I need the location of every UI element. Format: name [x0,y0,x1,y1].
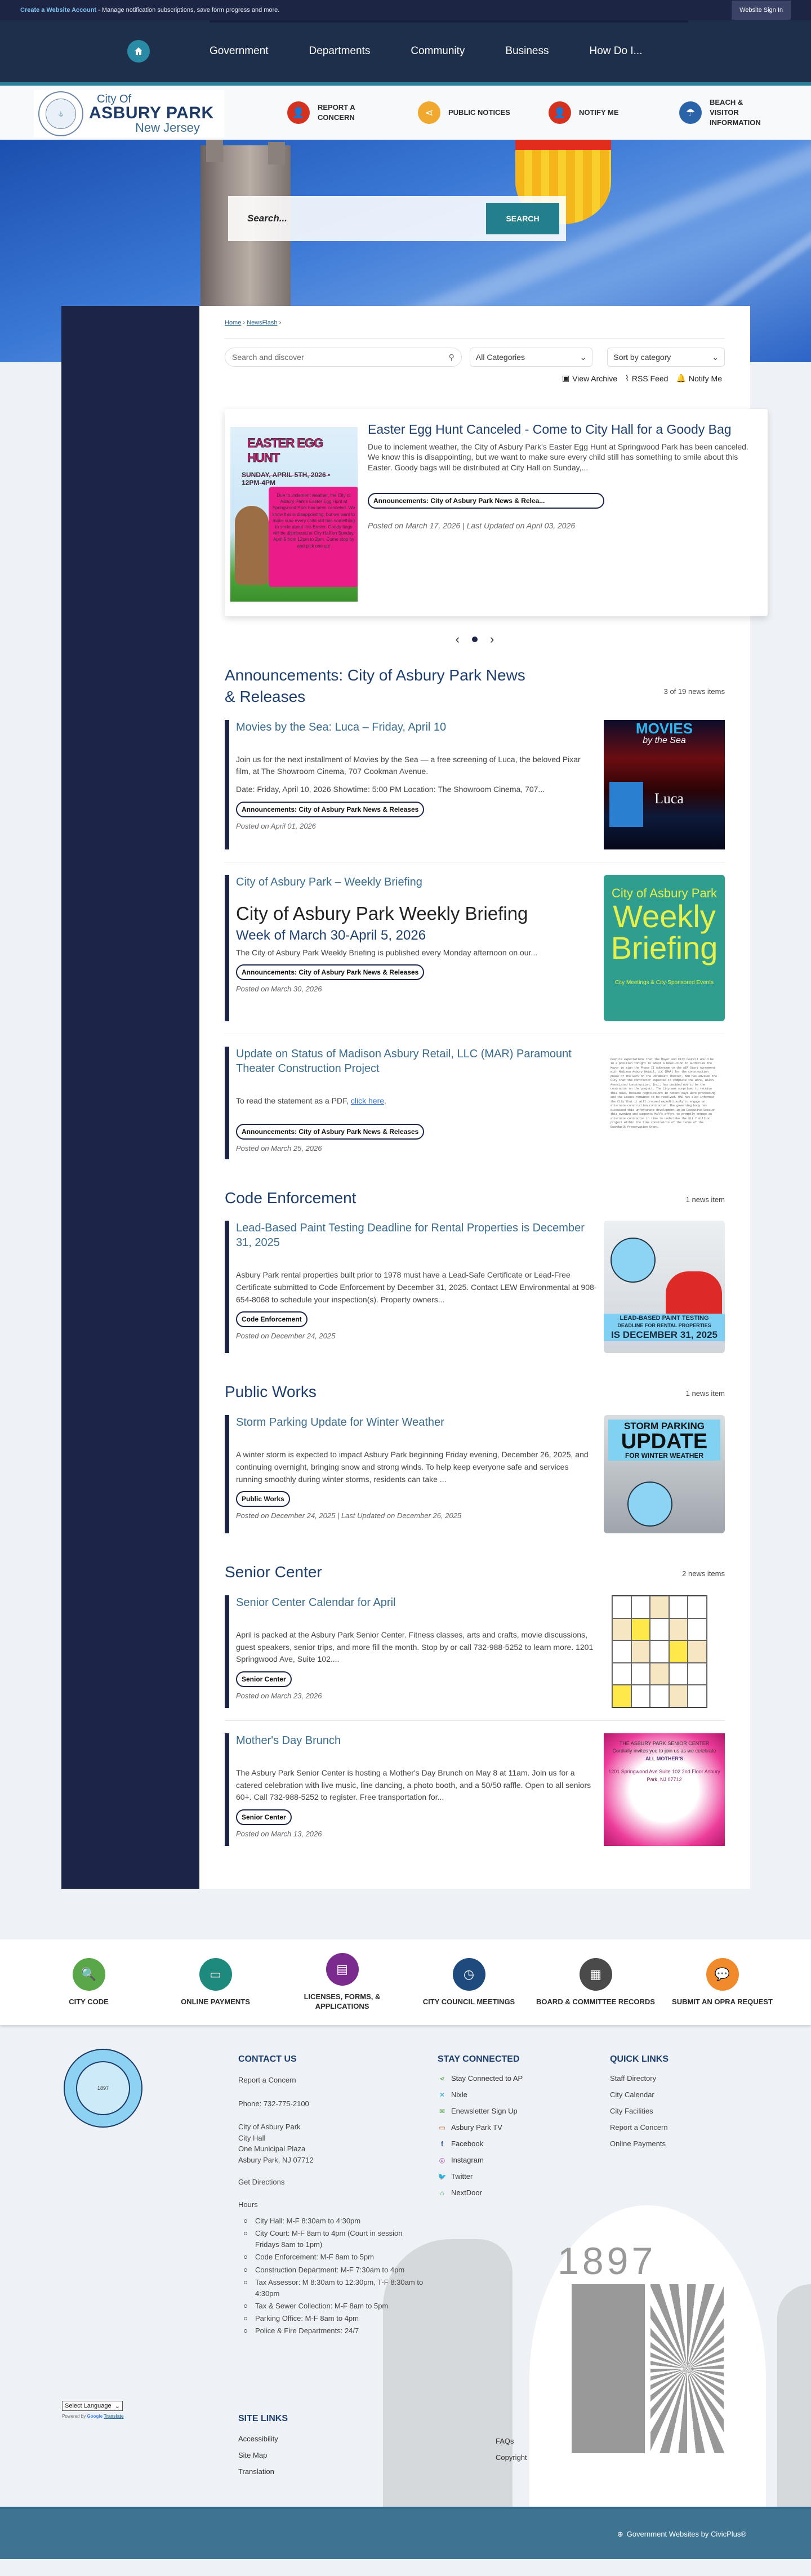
news-actions [225,373,725,383]
site-search-button[interactable]: SEARCH [486,203,559,234]
quick-link[interactable]: Staff Directory [610,2074,657,2083]
content-area [0,306,811,1945]
hours-item: Code Enforcement: M-F 8am to 5pm [238,2252,424,2263]
address [238,2121,424,2165]
logo-line-2: ASBURY PARK [89,104,214,122]
news-item-date: Posted on December 24, 2025 | Last Updated on December 26, 2025 [236,1511,462,1520]
city-seal-icon [38,91,83,136]
notify-me-label: Notify Me [688,373,722,383]
icon-link-label: ONLINE PAYMENTS [181,1997,250,2006]
breadcrumb-separator: › [243,319,246,326]
get-directions-link[interactable]: Get Directions [238,2178,285,2186]
person-icon: 👤 [287,101,310,124]
news-item-category-tag[interactable]: Announcements: City of Asbury Park News & Releases [236,964,424,980]
news-item-title[interactable]: Mother's Day Brunch [236,1734,341,1747]
seal-year: 1897 [558,2240,657,2283]
sunburst-graphic [650,2284,724,2453]
stay-connected-link[interactable] [438,2070,584,2086]
news-item-thumbnail[interactable] [604,1415,725,1533]
link-label: NextDoor [451,2188,482,2197]
bell-icon: 🔔 [676,373,686,382]
news-item-category-tag[interactable]: Senior Center [236,1809,292,1825]
address-line: City of Asbury Park [238,2123,301,2131]
icon-link-city-code[interactable] [25,1958,152,2007]
city-seal-icon: 1897 [76,2061,130,2115]
icon-link-city-council-meetings[interactable] [406,1958,532,2007]
thumb-text: City Meetings & City-Sponsored Events [614,979,714,986]
news-item-thumbnail[interactable] [604,1595,725,1708]
header-link-label: PUBLIC NOTICES [448,108,510,117]
site-links-column-2 [496,2433,563,2466]
section-title[interactable]: Public Works [225,1383,317,1401]
create-account-link[interactable]: Create a Website Account [20,7,97,14]
news-item [225,1733,725,1846]
news-item [225,875,725,1021]
records-icon: ▦ [580,1958,612,1991]
document-search-icon: 🔍 [73,1958,105,1991]
hours-item: Police & Fire Departments: 24/7 [238,2325,424,2337]
credit-card-icon: ▭ [199,1958,232,1991]
nextdoor-link[interactable] [438,2185,584,2201]
site-link[interactable]: Site Map [238,2451,268,2459]
carousel-controls [225,632,725,647]
news-item-description: The Asbury Park Senior Center is hosting a Mother's Day Brunch on May 8 at 11am. Join us for a catered celebration with live music, line dancing, a photo booth, and a 50/50 raffle. Open to all seniors 60+. Call 732-988-5252 to register. Free transportation for... [236,1768,591,1802]
icon-link-label: BOARD & COMMITTEE RECORDS [536,1997,655,2006]
news-item [225,1221,725,1353]
news-filters [225,348,725,367]
link-label: Instagram [451,2156,484,2164]
home-icon [133,46,144,56]
chevron-left-icon[interactable]: ‹ [455,632,460,646]
icon-link-board-committee-records[interactable] [532,1958,659,2007]
twitter-link[interactable] [438,2168,584,2185]
category-select-value: All Categories [475,353,525,362]
news-item-category-tag[interactable]: Code Enforcement [236,1311,308,1327]
news-item-thumbnail[interactable] [604,720,725,849]
umbrella-icon: ☂ [679,101,702,124]
divider [225,1720,725,1721]
header-link-beach-visitor[interactable] [679,97,810,128]
news-item-title[interactable]: Movies by the Sea: Luca – Friday, April 10 [236,720,447,733]
quick-links-heading: QUICK LINKS [610,2054,669,2064]
breadcrumb [225,306,725,339]
nav-item-how-do-i[interactable]: How Do I... [589,45,643,57]
site-links-heading: SITE LINKS [238,2414,288,2423]
google-logo: Google [87,2414,103,2419]
quick-link[interactable]: City Calendar [610,2090,654,2099]
news-item-category-tag[interactable]: Announcements: City of Asbury Park News & Releases [236,1124,424,1140]
header-link-public-notices[interactable] [418,101,549,124]
quick-link[interactable]: City Facilities [610,2107,653,2115]
section-header [225,1381,725,1403]
featured-news-image[interactable] [230,427,358,602]
address-line: Asbury Park, NJ 07712 [238,2155,314,2164]
featured-image-notice: Due to inclement weather, the City of Asbury Park's Easter Egg Hunt at Springwood Park has been canceled. We know this is disappointing, but we want to make sure every child still has something to smile about this Easter. Goody bags will be distributed at City Hall on Sunday, April 5 from 12pm to 2pm. Come stop by and pick one up! [269,487,358,587]
site-links-column [238,2414,464,2480]
news-item-date: Posted on December 24, 2025 [236,1332,336,1341]
news-item-category-tag[interactable]: Public Works [236,1491,290,1507]
featured-image-struck-date: SUNDAY, APRIL 5TH, 2026 • 12PM-4PM [242,471,331,487]
thumb-text: by the Sea [643,735,686,745]
news-item-description: Join us for the next installment of Movies by the Sea — a free screening of Luca, the beloved Pixar film, at The Showroom Cinema, 707 Cookman Avenue. [236,754,581,776]
icon-link-label: CITY COUNCIL MEETINGS [422,1997,515,2006]
facebook-icon: f [441,2139,443,2148]
form-icon: ▤ [326,1953,359,1986]
calendar-image [612,1595,707,1708]
header-logo-bar [0,86,811,140]
main-content [199,306,750,1889]
featured-news-description: Due to inclement weather, the City of Asbury Park's Easter Egg Hunt at Springwood Park has been canceled. We know this is disappointing, but we want to make sure every child still has something to smile about this Easter. Goody bags will be distributed at City Hall on Sunday,... [368,442,748,472]
section-title[interactable]: Announcements: City of Asbury Park News & Releases [225,666,525,705]
quick-link[interactable]: Report a Concern [610,2123,668,2132]
link-label: Enewsletter Sign Up [451,2107,518,2115]
chevron-down-icon: ⌄ [712,352,719,362]
quick-icon-bar [0,1939,811,2025]
featured-news-card [225,409,768,616]
news-item-thumbnail[interactable] [604,875,725,1021]
section-count: 1 news item [685,1389,725,1398]
civicplus-footer-bar [0,2507,811,2559]
featured-news-title[interactable]: Easter Egg Hunt Canceled - Come to City Hall for a Goody Bag [368,422,732,437]
thumb-text: ALL MOTHER'S [645,1755,683,1761]
city-seal-icon [627,1481,672,1527]
section-title[interactable]: Senior Center [225,1563,322,1581]
thumb-text: THE ASBURY PARK SENIOR CENTER [619,1740,710,1746]
news-item-title[interactable]: Update on Status of Madison Asbury Retail, LLC (MAR) Paramount Theater Construction Project [236,1047,572,1075]
thumb-text: MOVIES [635,719,693,737]
breadcrumb-separator: › [279,319,282,326]
thumb-text: City of Asbury Park [611,886,718,900]
thumb-text: UPDATE [621,1430,708,1454]
account-banner-text: - Manage notification subscriptions, save form progress and more. [96,7,280,14]
search-icon[interactable]: ⚲ [448,352,454,362]
archive-icon: ▣ [562,373,570,382]
header-link-report-concern[interactable] [287,101,418,124]
chat-icon: 💬 [706,1958,739,1991]
quick-links-column [610,2054,745,2152]
nixle-icon: ✕ [439,2090,445,2099]
footer-city-seal [64,2049,142,2128]
sailboat-graphic [572,2284,645,2453]
section-header [225,1561,725,1583]
site-link[interactable]: Accessibility [238,2435,278,2443]
main-nav [0,20,811,86]
instagram-icon: ◎ [439,2156,445,2164]
rss-icon: ⌇ [625,373,629,382]
sort-select-value: Sort by category [613,353,671,362]
section-count: 1 news item [685,1195,725,1204]
asbury-park-tv-link[interactable] [438,2119,584,2135]
stay-connected-heading: STAY CONNECTED [438,2054,520,2064]
news-search-placeholder: Search and discover [232,353,304,362]
news-item-date: Posted on March 25, 2026 [236,1144,322,1153]
link-label: Facebook [451,2139,484,2148]
contact-us-column [238,2054,424,2338]
thumb-text: Weekly Briefing [611,898,718,966]
top-bar [0,0,811,20]
icon-link-licenses-forms[interactable] [279,1953,406,2012]
news-item-title[interactable]: City of Asbury Park – Weekly Briefing [236,875,422,888]
stay-connected-column [438,2054,584,2201]
news-item-description [236,1095,597,1107]
footer [0,2025,811,2556]
hours-list [238,2215,424,2337]
site-search-box [228,196,566,241]
tv-icon: ▭ [439,2123,445,2132]
civicplus-link[interactable]: Government Websites by CivicPlus® [626,2530,746,2538]
hours-label: Hours [238,2200,258,2209]
nav-shadow-strip [210,20,688,23]
news-item-date: Posted on March 23, 2026 [236,1692,322,1701]
chevron-right-icon[interactable]: › [490,632,494,646]
website-sign-in-button[interactable]: Website Sign In [732,1,791,20]
nav-item-departments[interactable]: Departments [309,45,371,57]
icon-link-online-payments[interactable] [152,1958,279,2007]
seal-inner: ⚓ [46,99,76,129]
news-item-date: Posted on March 30, 2026 [236,985,322,994]
link-label: Asbury Park TV [451,2123,502,2132]
carousel-dot[interactable] [472,637,478,642]
hours-item: Tax Assessor: M 8:30am to 12:30pm, T-F 8:30am to 4:30pm [238,2277,424,2299]
thumb-text: FOR WINTER WEATHER [625,1452,704,1460]
nextdoor-icon: ⌂ [440,2188,444,2197]
breadcrumb-home[interactable]: Home [225,319,242,326]
news-item-title[interactable]: Storm Parking Update for Winter Weather [236,1416,444,1429]
news-item-thumbnail[interactable] [604,1221,725,1353]
person-icon: 👤 [549,101,571,124]
description-text: . [384,1096,386,1105]
news-item-description: Asbury Park rental properties built prior to 1978 must have a Lead-Safe Certificate or Lead-Free Certificate submitted to Code Enforcement by December 31, 2025. Contact LEW Environmental at 908-654-8068 to schedule your inspection(s). Property owners... [236,1270,597,1304]
site-logo[interactable] [34,90,224,137]
news-item [225,1415,725,1533]
thumb-text: IS DECEMBER 31, 2025 [611,1329,718,1340]
news-item-title[interactable]: Lead-Based Paint Testing Deadline for Rental Properties is December 31, 2025 [236,1222,585,1249]
hours-item: Parking Office: M-F 8am to 4pm [238,2313,424,2324]
news-item-description: A winter storm is expected to impact Asbury Park beginning Friday evening, December 26, 2025, and continuing overnight, bringing snow and strong winds. To help keep everyone safe and services running smoothly during winter storms, residents can take ... [236,1450,589,1484]
thumb-text: DEADLINE FOR RENTAL PROPERTIES [617,1323,711,1329]
view-archive-label: View Archive [572,373,617,383]
chevron-down-icon: ⌄ [580,352,587,362]
nav-item-government[interactable]: Government [210,45,269,57]
twitter-icon: 🐦 [438,2172,447,2181]
icon-link-label: CITY CODE [69,1997,109,2006]
nav-item-community[interactable]: Community [411,45,465,57]
icon-link-label: LICENSES, FORMS, & APPLICATIONS [304,1992,381,2010]
address-line: City Hall [238,2133,266,2142]
share-icon: ⋖ [418,101,440,124]
section-header [225,665,725,708]
seal-watermark [372,2205,811,2555]
section-header [225,1187,725,1209]
news-item-date: Posted on March 13, 2026 [236,1830,322,1839]
icon-link-opra-request[interactable] [659,1958,786,2007]
news-item-thumbnail[interactable]: Despite expectations that the Mayor and City Council would be in a position tonight to adopt a Resolution to authorize the Mayor to sign the Phase II Addendum to the AIR Start Agreement with Madison Asbury Retail, LLC (MAR) for the construction phase of the work on the Paramount Theater, MAR has advised the City that the contractor expected to complete the work, Walsh Associated Construction, Inc., has decided not to be the contractor on the project. The City was surprised to receive this news, because negotiations in recent days were proceeding and the issues remained to be resolved. MAR has also informed the City that it will proceed expeditiously to engage an alternate construction contractor. The governing body has discussed this unfortunate development in an Executive Session this evening and supports MAR's effort to promptly engage an alternate contractor in time to undertake the $11.7 million project within the time constraints of the terms of the Boardwalk Preservation Grant. [604,1047,725,1159]
language-selector [62,2401,123,2419]
view-archive-link[interactable] [562,373,617,383]
news-item-thumbnail[interactable] [604,1733,725,1846]
news-item-description: April is packed at the Asbury Park Senior Center. Fitness classes, arts and crafts, movie discussions, guest speakers, senior trips, and more fill the month. Stop by or call 732-988-5252 to learn more. 1201 Springwood Ave, Suite 102.... [236,1630,594,1664]
share-icon: ⋖ [439,2074,445,2083]
powered-by-text: Powered by [62,2414,87,2419]
facebook-link[interactable] [438,2135,584,2152]
breadcrumb-newsflash[interactable]: NewsFlash [247,319,278,326]
hours-item: Construction Department: M-F 7:30am to 4pm [238,2264,424,2276]
phone-number: Phone: 732-775-2100 [238,2099,309,2108]
news-item-heading: City of Asbury Park Weekly Briefing [236,902,528,924]
section-count: 2 news items [682,1569,725,1578]
pdf-link[interactable]: click here [350,1096,385,1105]
news-item-date: Posted on April 01, 2026 [236,821,316,830]
thumb-text: Cordially invites you to join us as we celebrate [612,1748,716,1754]
news-search-input[interactable] [225,348,462,367]
thumb-text: Luca [654,790,684,807]
report-concern-link[interactable]: Report a Concern [238,2076,296,2084]
hours-item: City Court: M-F 8am to 4pm (Court in session Fridays 8am to 1pm) [238,2228,424,2250]
chevron-down-icon: ⌄ [114,2403,120,2410]
news-item [225,720,725,849]
clock-icon: ◷ [453,1958,485,1991]
left-sidebar [61,306,199,1889]
thumb-banner [604,1314,725,1341]
link-label: Twitter [451,2172,473,2181]
link-label: Nixle [451,2090,467,2099]
bunny-illustration [235,506,269,585]
news-item-category-tag[interactable]: Senior Center [236,1671,292,1687]
address-line: One Municipal Plaza [238,2145,306,2153]
nixle-link[interactable] [438,2086,584,2103]
hours-item: Tax & Sewer Collection: M-F 8am to 5pm [238,2301,424,2312]
featured-news-date: Posted on March 17, 2026 | Last Updated on April 03, 2026 [368,520,576,530]
notify-me-link[interactable] [676,373,722,383]
civicplus-icon: ⊕ [617,2529,623,2538]
news-item-title[interactable]: Senior Center Calendar for April [236,1596,396,1609]
city-seal-icon [611,1238,656,1283]
thumb-text: LEAD-BASED PAINT TESTING [620,1315,709,1322]
envelope-icon: ✉ [439,2107,445,2115]
powered-by-google [62,2414,123,2419]
instagram-link[interactable] [438,2152,584,2168]
logo-line-1: City Of [97,93,132,105]
site-link[interactable]: Copyright [496,2453,527,2462]
thumb-banner [608,1420,720,1461]
header-link-label: BEACH & VISITOR INFORMATION [710,97,761,127]
section-title[interactable]: Code Enforcement [225,1189,357,1207]
news-item-description-details: Date: Friday, April 10, 2026 Showtime: 5:00 PM Location: The Showroom Cinema, 707... [236,784,545,794]
news-item-description: The City of Asbury Park Weekly Briefing is published every Monday afternoon on our... [236,947,538,957]
sort-select[interactable] [607,348,725,367]
site-link[interactable]: Translation [238,2467,274,2476]
news-item-subheading: Week of March 30-April 5, 2026 [236,927,426,943]
thumb-text: 1201 Springwood Ave Suite 102 2nd Floor Asbury Park, NJ 07712 [608,1769,720,1782]
contact-us-heading: CONTACT US [238,2054,297,2064]
description-text: To read the statement as a PDF, [236,1096,351,1105]
featured-image-title: EASTER EGG HUNT [247,436,323,465]
site-link[interactable]: FAQs [496,2437,514,2445]
quick-link[interactable]: Online Payments [610,2139,666,2148]
header-link-label: REPORT A CONCERN [318,103,355,122]
account-banner [20,7,279,14]
featured-category-tag[interactable]: Announcements: City of Asbury Park News & Relea... [368,493,604,509]
category-select[interactable] [470,348,592,367]
section-count: 3 of 19 news items [663,687,725,696]
news-item [225,1047,725,1159]
news-item [225,1595,725,1708]
language-select-value: Select Language [65,2403,112,2409]
header-link-label: NOTIFY ME [579,108,619,117]
news-item-category-tag[interactable]: Announcements: City of Asbury Park News & Releases [236,802,424,817]
language-select[interactable] [62,2401,123,2411]
hours-item: City Hall: M-F 8:30am to 4:30pm [238,2215,424,2227]
site-search-input[interactable]: Search... [247,213,287,224]
thumb-text: STORM PARKING [624,1421,705,1432]
movie-poster [609,782,643,827]
nav-item-business[interactable]: Business [505,45,549,57]
enewsletter-link[interactable] [438,2103,584,2119]
rss-feed-link[interactable] [625,373,668,383]
header-link-notify-me[interactable] [549,101,679,124]
translate-link[interactable]: Translate [104,2414,124,2419]
home-button[interactable] [127,40,150,63]
icon-link-label: SUBMIT AN OPRA REQUEST [672,1997,773,2006]
logo-line-3: New Jersey [135,121,200,135]
rss-feed-label: RSS Feed [631,373,669,383]
link-label: Stay Connected to AP [451,2074,523,2083]
